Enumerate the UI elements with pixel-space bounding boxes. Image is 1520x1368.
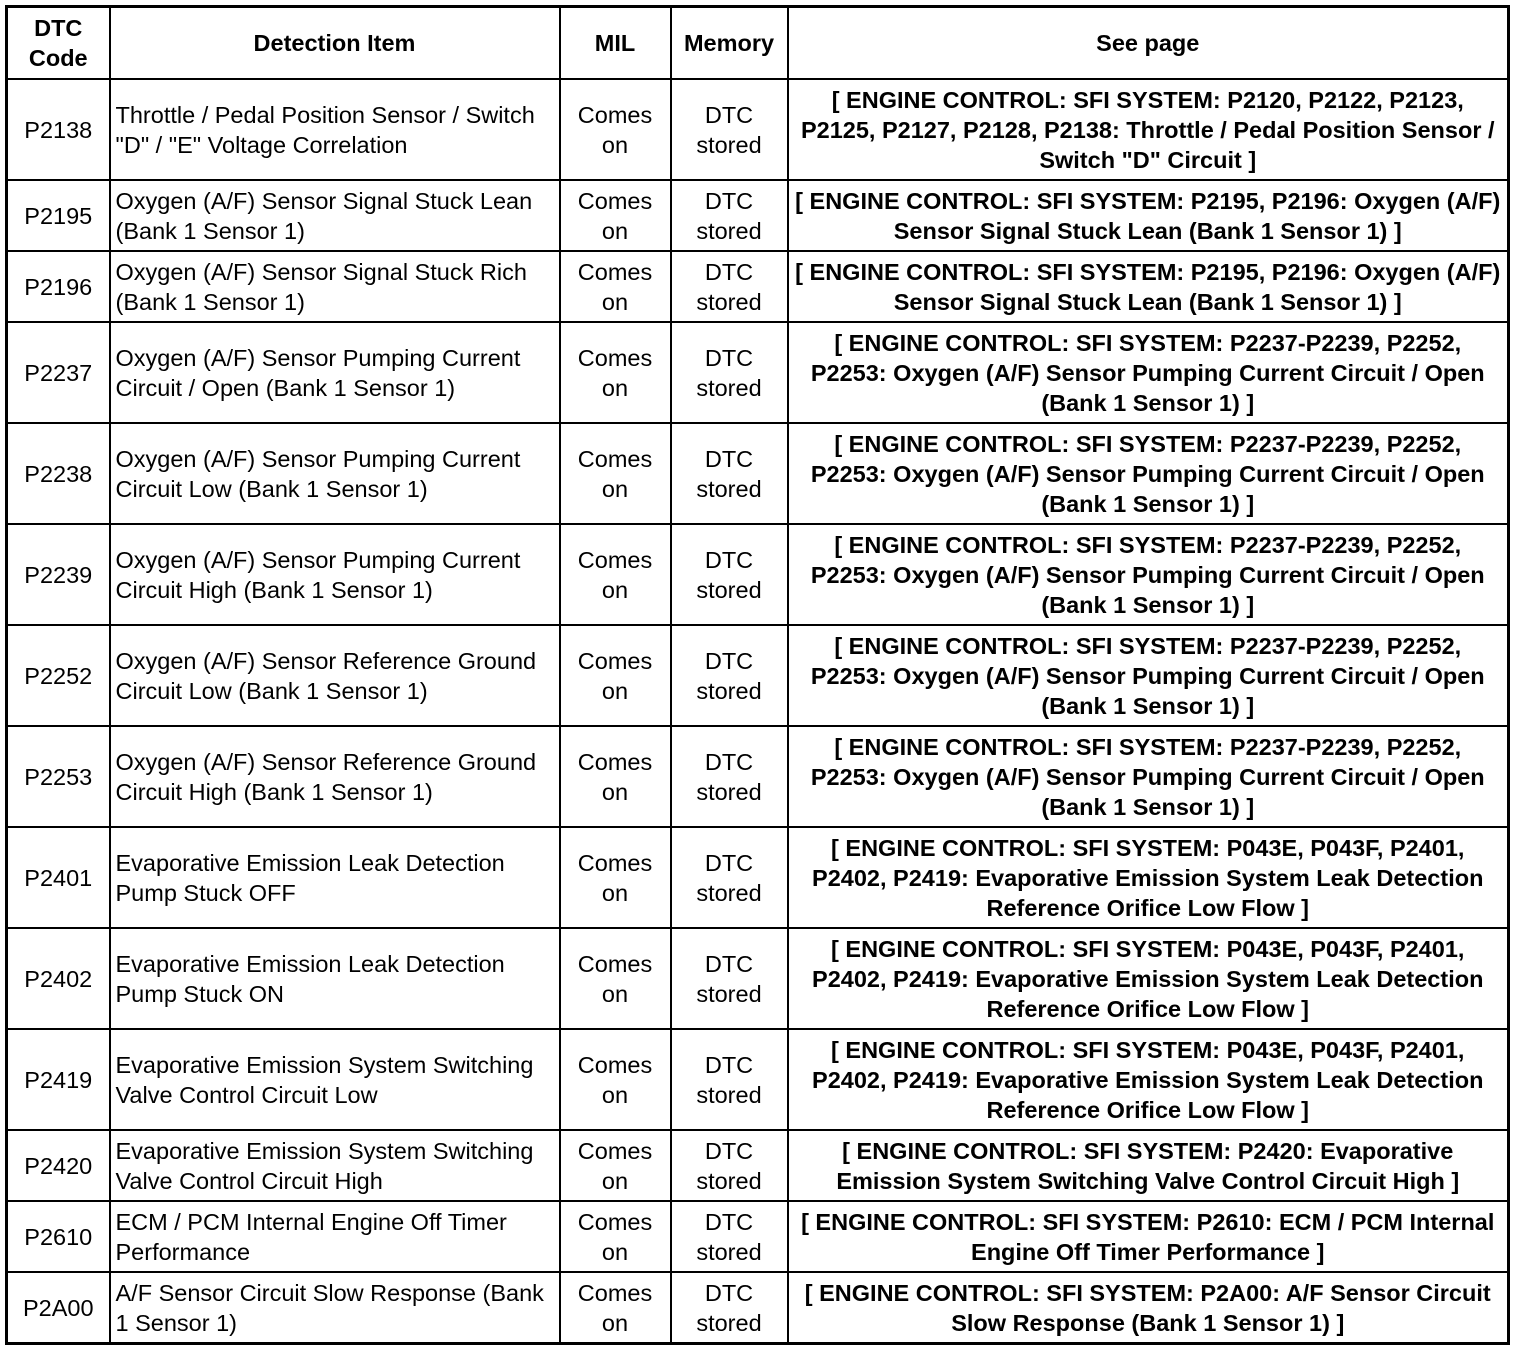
header-dtc-code-line1: DTC bbox=[34, 15, 83, 41]
see-page-link[interactable]: [ ENGINE CONTROL: SFI SYSTEM: P043E, P043F, P2401, P2402, P2419: Evaporative Emission System Leak Detection Reference Orifice Low Flow ] bbox=[788, 1029, 1509, 1130]
see-page-link[interactable]: [ ENGINE CONTROL: SFI SYSTEM: P2237-P2239, P2252, P2253: Oxygen (A/F) Sensor Pumping Current Circuit / Open (Bank 1 Sensor 1) ] bbox=[788, 726, 1509, 827]
table-row bbox=[7, 79, 1509, 180]
detection-item-cell: Oxygen (A/F) Sensor Pumping Current Circuit Low (Bank 1 Sensor 1) bbox=[110, 423, 560, 524]
mil-line2: on bbox=[601, 1167, 629, 1194]
memory-line1: DTC bbox=[704, 647, 754, 674]
dtc-code-cell: P2195 bbox=[7, 180, 110, 251]
memory-line1: DTC bbox=[704, 1279, 754, 1306]
dtc-code-cell: P2420 bbox=[7, 1130, 110, 1201]
memory-line1: DTC bbox=[704, 187, 754, 214]
memory-line1: DTC bbox=[704, 1208, 754, 1235]
mil-line1: Comes bbox=[577, 258, 653, 285]
memory-cell bbox=[671, 1029, 788, 1130]
mil-line2: on bbox=[601, 288, 629, 315]
header-row bbox=[7, 7, 1509, 80]
dtc-code-cell: P2237 bbox=[7, 322, 110, 423]
memory-cell bbox=[671, 524, 788, 625]
detection-item-cell: Oxygen (A/F) Sensor Pumping Current Circuit / Open (Bank 1 Sensor 1) bbox=[110, 322, 560, 423]
mil-cell bbox=[560, 79, 671, 180]
mil-line2: on bbox=[601, 374, 629, 401]
detection-item-cell: Oxygen (A/F) Sensor Pumping Current Circuit High (Bank 1 Sensor 1) bbox=[110, 524, 560, 625]
mil-line2: on bbox=[601, 131, 629, 158]
dtc-code-cell: P2610 bbox=[7, 1201, 110, 1272]
table-row bbox=[7, 251, 1509, 322]
table-row bbox=[7, 928, 1509, 1029]
header-see-page: See page bbox=[788, 7, 1509, 80]
mil-line2: on bbox=[601, 576, 629, 603]
memory-line1: DTC bbox=[704, 1137, 754, 1164]
mil-cell bbox=[560, 180, 671, 251]
detection-item-cell: ECM / PCM Internal Engine Off Timer Performance bbox=[110, 1201, 560, 1272]
mil-line2: on bbox=[601, 217, 629, 244]
dtc-code-cell: P2239 bbox=[7, 524, 110, 625]
detection-item-cell: Oxygen (A/F) Sensor Signal Stuck Lean (Bank 1 Sensor 1) bbox=[110, 180, 560, 251]
detection-item-cell: Evaporative Emission System Switching Valve Control Circuit High bbox=[110, 1130, 560, 1201]
detection-item-cell: A/F Sensor Circuit Slow Response (Bank 1 Sensor 1) bbox=[110, 1272, 560, 1344]
mil-line1: Comes bbox=[577, 344, 653, 371]
dtc-code-cell: P2401 bbox=[7, 827, 110, 928]
mil-line1: Comes bbox=[577, 546, 653, 573]
mil-line1: Comes bbox=[577, 187, 653, 214]
memory-line1: DTC bbox=[704, 748, 754, 775]
mil-line1: Comes bbox=[577, 647, 653, 674]
detection-item-cell: Oxygen (A/F) Sensor Reference Ground Circuit Low (Bank 1 Sensor 1) bbox=[110, 625, 560, 726]
memory-line1: DTC bbox=[704, 445, 754, 472]
memory-line1: DTC bbox=[704, 950, 754, 977]
mil-line2: on bbox=[601, 980, 629, 1007]
see-page-link[interactable]: [ ENGINE CONTROL: SFI SYSTEM: P2420: Evaporative Emission System Switching Valve Control Circuit High ] bbox=[788, 1130, 1509, 1201]
header-dtc-code bbox=[7, 7, 110, 80]
detection-item-cell: Evaporative Emission Leak Detection Pump Stuck ON bbox=[110, 928, 560, 1029]
see-page-link[interactable]: [ ENGINE CONTROL: SFI SYSTEM: P2120, P2122, P2123, P2125, P2127, P2128, P2138: Throttle / Pedal Position Sensor / Switch "D" Circuit ] bbox=[788, 79, 1509, 180]
see-page-link[interactable]: [ ENGINE CONTROL: SFI SYSTEM: P043E, P043F, P2401, P2402, P2419: Evaporative Emission System Leak Detection Reference Orifice Low Flow ] bbox=[788, 827, 1509, 928]
mil-line1: Comes bbox=[577, 1208, 653, 1235]
mil-line1: Comes bbox=[577, 950, 653, 977]
memory-line1: DTC bbox=[704, 344, 754, 371]
mil-cell bbox=[560, 1272, 671, 1344]
memory-cell bbox=[671, 322, 788, 423]
memory-cell bbox=[671, 1130, 788, 1201]
memory-cell bbox=[671, 1201, 788, 1272]
memory-cell bbox=[671, 423, 788, 524]
memory-cell bbox=[671, 928, 788, 1029]
memory-cell bbox=[671, 827, 788, 928]
memory-line2: stored bbox=[696, 1238, 762, 1265]
table-row bbox=[7, 1272, 1509, 1344]
mil-line2: on bbox=[601, 677, 629, 704]
header-memory: Memory bbox=[671, 7, 788, 80]
mil-cell bbox=[560, 1130, 671, 1201]
dtc-code-cell: P2138 bbox=[7, 79, 110, 180]
table-row bbox=[7, 1130, 1509, 1201]
memory-cell bbox=[671, 79, 788, 180]
mil-line1: Comes bbox=[577, 101, 653, 128]
memory-line1: DTC bbox=[704, 546, 754, 573]
mil-line2: on bbox=[601, 879, 629, 906]
memory-line1: DTC bbox=[704, 258, 754, 285]
dtc-code-cell: P2238 bbox=[7, 423, 110, 524]
detection-item-cell: Oxygen (A/F) Sensor Signal Stuck Rich (Bank 1 Sensor 1) bbox=[110, 251, 560, 322]
memory-cell bbox=[671, 180, 788, 251]
table-row bbox=[7, 1201, 1509, 1272]
mil-line2: on bbox=[601, 475, 629, 502]
detection-item-cell: Oxygen (A/F) Sensor Reference Ground Circuit High (Bank 1 Sensor 1) bbox=[110, 726, 560, 827]
memory-cell bbox=[671, 726, 788, 827]
mil-line1: Comes bbox=[577, 849, 653, 876]
table-row bbox=[7, 827, 1509, 928]
mil-line1: Comes bbox=[577, 1279, 653, 1306]
see-page-link[interactable]: [ ENGINE CONTROL: SFI SYSTEM: P2195, P2196: Oxygen (A/F) Sensor Signal Stuck Lean (Bank 1 Sensor 1) ] bbox=[788, 180, 1509, 251]
memory-line2: stored bbox=[696, 677, 762, 704]
mil-cell bbox=[560, 726, 671, 827]
header-dtc-code-line2: Code bbox=[28, 45, 88, 71]
memory-line2: stored bbox=[696, 1167, 762, 1194]
dtc-code-cell: P2A00 bbox=[7, 1272, 110, 1344]
memory-line1: DTC bbox=[704, 849, 754, 876]
detection-item-cell: Throttle / Pedal Position Sensor / Switch "D" / "E" Voltage Correlation bbox=[110, 79, 560, 180]
memory-line2: stored bbox=[696, 879, 762, 906]
see-page-link[interactable]: [ ENGINE CONTROL: SFI SYSTEM: P2237-P2239, P2252, P2253: Oxygen (A/F) Sensor Pumping Current Circuit / Open (Bank 1 Sensor 1) ] bbox=[788, 322, 1509, 423]
mil-line2: on bbox=[601, 1238, 629, 1265]
memory-cell bbox=[671, 251, 788, 322]
memory-line2: stored bbox=[696, 288, 762, 315]
mil-cell bbox=[560, 827, 671, 928]
memory-cell bbox=[671, 625, 788, 726]
memory-line2: stored bbox=[696, 1081, 762, 1108]
see-page-link[interactable]: [ ENGINE CONTROL: SFI SYSTEM: P2237-P2239, P2252, P2253: Oxygen (A/F) Sensor Pumping Current Circuit / Open (Bank 1 Sensor 1) ] bbox=[788, 423, 1509, 524]
dtc-code-cell: P2419 bbox=[7, 1029, 110, 1130]
dtc-code-cell: P2402 bbox=[7, 928, 110, 1029]
table-row bbox=[7, 1029, 1509, 1130]
memory-line2: stored bbox=[696, 576, 762, 603]
memory-line1: DTC bbox=[704, 101, 754, 128]
memory-line2: stored bbox=[696, 475, 762, 502]
memory-line2: stored bbox=[696, 778, 762, 805]
dtc-code-cell: P2196 bbox=[7, 251, 110, 322]
mil-line1: Comes bbox=[577, 748, 653, 775]
dtc-code-cell: P2252 bbox=[7, 625, 110, 726]
mil-line1: Comes bbox=[577, 1137, 653, 1164]
table-row bbox=[7, 180, 1509, 251]
dtc-code-cell: P2253 bbox=[7, 726, 110, 827]
mil-cell bbox=[560, 524, 671, 625]
table-row bbox=[7, 524, 1509, 625]
memory-line2: stored bbox=[696, 131, 762, 158]
mil-line2: on bbox=[601, 1309, 629, 1336]
mil-cell bbox=[560, 625, 671, 726]
mil-cell bbox=[560, 322, 671, 423]
see-page-link[interactable]: [ ENGINE CONTROL: SFI SYSTEM: P2237-P2239, P2252, P2253: Oxygen (A/F) Sensor Pumping Current Circuit / Open (Bank 1 Sensor 1) ] bbox=[788, 524, 1509, 625]
table-row bbox=[7, 726, 1509, 827]
see-page-link[interactable]: [ ENGINE CONTROL: SFI SYSTEM: P2610: ECM / PCM Internal Engine Off Timer Performance ] bbox=[788, 1201, 1509, 1272]
memory-line2: stored bbox=[696, 1309, 762, 1336]
mil-line2: on bbox=[601, 778, 629, 805]
memory-line2: stored bbox=[696, 217, 762, 244]
detection-item-cell: Evaporative Emission System Switching Valve Control Circuit Low bbox=[110, 1029, 560, 1130]
table-row bbox=[7, 322, 1509, 423]
mil-cell bbox=[560, 1029, 671, 1130]
mil-cell bbox=[560, 928, 671, 1029]
mil-cell bbox=[560, 423, 671, 524]
see-page-link[interactable]: [ ENGINE CONTROL: SFI SYSTEM: P2A00: A/F Sensor Circuit Slow Response (Bank 1 Sensor 1) ] bbox=[788, 1272, 1509, 1344]
see-page-link[interactable]: [ ENGINE CONTROL: SFI SYSTEM: P2195, P2196: Oxygen (A/F) Sensor Signal Stuck Lean (Bank 1 Sensor 1) ] bbox=[788, 251, 1509, 322]
table-row bbox=[7, 423, 1509, 524]
memory-line2: stored bbox=[696, 980, 762, 1007]
see-page-link[interactable]: [ ENGINE CONTROL: SFI SYSTEM: P2237-P2239, P2252, P2253: Oxygen (A/F) Sensor Pumping Current Circuit / Open (Bank 1 Sensor 1) ] bbox=[788, 625, 1509, 726]
table-row bbox=[7, 625, 1509, 726]
memory-line2: stored bbox=[696, 374, 762, 401]
mil-line1: Comes bbox=[577, 1051, 653, 1078]
mil-cell bbox=[560, 1201, 671, 1272]
mil-line2: on bbox=[601, 1081, 629, 1108]
memory-cell bbox=[671, 1272, 788, 1344]
memory-line1: DTC bbox=[704, 1051, 754, 1078]
mil-line1: Comes bbox=[577, 445, 653, 472]
detection-item-cell: Evaporative Emission Leak Detection Pump Stuck OFF bbox=[110, 827, 560, 928]
dtc-table bbox=[5, 5, 1510, 1345]
see-page-link[interactable]: [ ENGINE CONTROL: SFI SYSTEM: P043E, P043F, P2401, P2402, P2419: Evaporative Emission System Leak Detection Reference Orifice Low Flow ] bbox=[788, 928, 1509, 1029]
header-mil: MIL bbox=[560, 7, 671, 80]
header-detection-item: Detection Item bbox=[110, 7, 560, 80]
mil-cell bbox=[560, 251, 671, 322]
